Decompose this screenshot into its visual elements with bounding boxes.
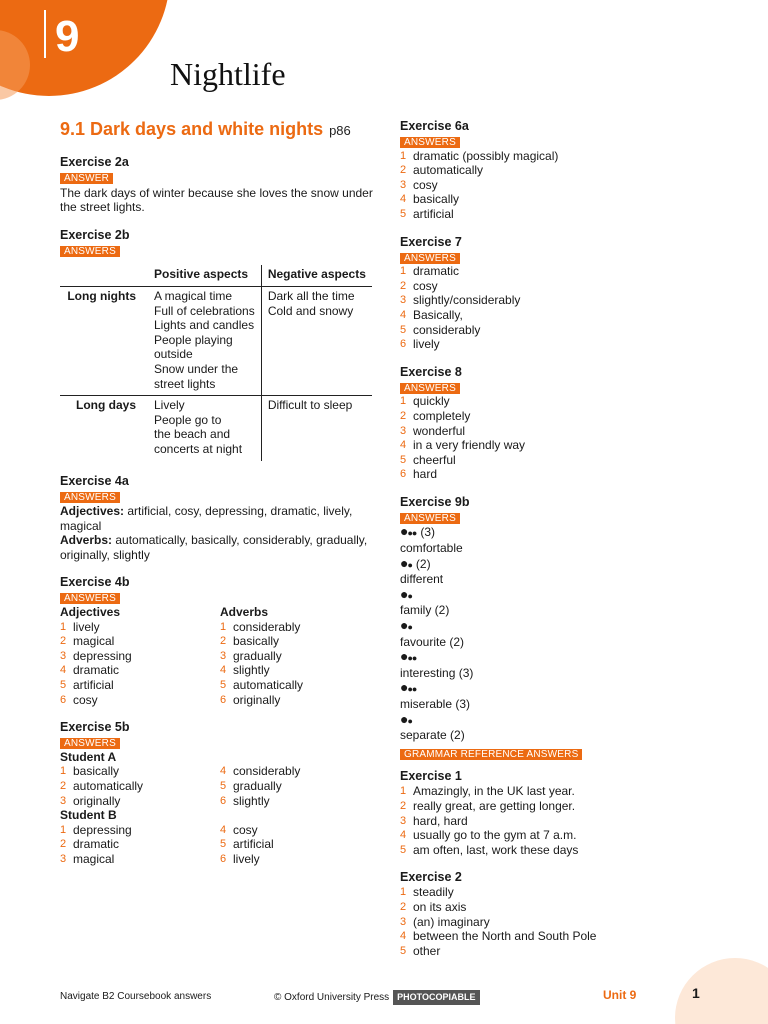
list-item: 2 basically <box>220 634 280 649</box>
exercise-4a-heading: Exercise 4a <box>60 473 129 488</box>
stress-pattern-row <box>400 712 730 729</box>
table-row <box>60 286 372 395</box>
list-item: 6 originally <box>220 692 281 707</box>
list-item: 2 on its axis <box>400 899 467 914</box>
list-item: 3 hard, hard <box>400 813 468 828</box>
list-item: 2 magical <box>60 634 115 649</box>
list-item: 5 automatically <box>220 678 304 693</box>
grammar-exercise-1-list <box>400 784 730 857</box>
table-cell-line: Lively <box>154 398 185 413</box>
list-item: 4 between the North and South Pole <box>400 929 597 944</box>
list-item: 5 artificial <box>60 678 114 693</box>
footer-unit: Unit 9 <box>603 988 637 1002</box>
adjectives-text: artificial, cosy, depressing, dramatic, lively, magical <box>60 504 353 533</box>
list-item: 4 basically <box>400 192 460 207</box>
row-label: Long nights <box>60 286 148 395</box>
table-cell-line: Dark all the time <box>267 288 355 303</box>
list-item: 6 cosy <box>60 692 98 707</box>
list-item: 3 magical <box>60 851 115 866</box>
copyright-text: © Oxford University Press <box>274 992 390 1003</box>
table-cell-line: Cold and snowy <box>267 303 354 318</box>
stress-pattern-list <box>400 524 730 742</box>
list-item: 2 dramatic <box>60 837 120 852</box>
stress-word: separate (2) <box>400 728 465 743</box>
list-item: 3 cosy <box>400 177 438 192</box>
header-divider <box>44 10 46 58</box>
list-item: 1 Amazingly, in the UK last year. <box>400 784 575 799</box>
table-cell-line: concerts at night <box>154 441 243 456</box>
table-cell-line: Full of celebrations <box>154 303 255 318</box>
table-cell-line: Lights and candles <box>154 318 255 333</box>
grammar-exercise-2-list <box>400 885 730 958</box>
list-item: 6 slightly <box>220 793 270 808</box>
exercise-2b-heading: Exercise 2b <box>60 227 130 242</box>
list-item: 1 lively <box>60 619 100 634</box>
table-cell-line: Difficult to sleep <box>267 398 353 413</box>
section-title <box>60 118 380 142</box>
list-item: 4 slightly <box>220 663 270 678</box>
list-item: 4 dramatic <box>60 663 120 678</box>
list-item: 3 (an) imaginary <box>400 914 490 929</box>
table-cell-line: the beach and <box>154 427 231 442</box>
photocopiable-badge: PHOTOCOPIABLE <box>393 990 479 1005</box>
exercise-6a-heading: Exercise 6a <box>400 119 469 133</box>
answer-badge: ANSWER <box>60 173 113 184</box>
list-item: 2 automatically <box>60 779 144 793</box>
section-title-text: 9.1 Dark days and white nights <box>60 119 324 139</box>
student-b-heading: Student B <box>60 808 117 823</box>
table-cell-line: Snow under the <box>154 361 239 376</box>
syllable-count: (3) <box>420 525 436 540</box>
adverbs-list <box>220 605 380 707</box>
stress-word: miserable (3) <box>400 697 471 711</box>
list-item: 3 wonderful <box>400 423 466 438</box>
list-item: 4 usually go to the gym at 7 a.m. <box>400 828 577 843</box>
list-item: 5 considerably <box>400 322 481 337</box>
student-a-lists <box>60 764 380 808</box>
stress-dots-icon: ●● <box>400 554 412 571</box>
stress-word: family (2) <box>400 603 450 618</box>
syllable-count: (2) <box>415 556 431 571</box>
table-corner <box>60 265 148 286</box>
answers-badge: ANSWERS <box>60 246 120 257</box>
list-item: 1 dramatic (possibly magical) <box>400 148 559 163</box>
exercise-7-heading: Exercise 7 <box>400 234 462 249</box>
exercise-9b-heading: Exercise 9b <box>400 494 470 509</box>
aspects-table <box>60 265 372 460</box>
answers-badge: ANSWERS <box>60 593 120 604</box>
list-item: 6 hard <box>400 467 438 482</box>
exercise-2a-heading: Exercise 2a <box>60 155 129 169</box>
list-item: 2 really great, are getting longer. <box>400 798 576 813</box>
page-number-circle <box>675 958 768 1024</box>
list-item: 3 depressing <box>60 648 132 663</box>
adjectives-list <box>60 605 220 707</box>
list-item: 4 in a very friendly way <box>400 438 526 453</box>
list-item: 5 artificial <box>220 837 274 852</box>
stress-pattern-row <box>400 649 730 666</box>
adverbs-text: automatically, basically, considerably, gradually, originally, slightly <box>60 533 368 562</box>
left-column <box>60 118 380 867</box>
list-item: 5 cheerful <box>400 452 456 467</box>
exercise-4a-adverbs <box>60 533 380 562</box>
stress-pattern-row <box>400 587 730 604</box>
stress-dots-icon: ●● <box>400 617 412 634</box>
list-item: 6 lively <box>400 337 440 352</box>
list-item: 2 automatically <box>400 163 484 178</box>
answers-badge: ANSWERS <box>60 492 120 503</box>
grammar-reference-badge: GRAMMAR REFERENCE ANSWERS <box>400 749 582 760</box>
exercise-8-heading: Exercise 8 <box>400 364 462 379</box>
stress-dots-icon: ●● <box>400 710 412 727</box>
col-negative: Negative aspects <box>261 265 372 286</box>
list-item: 3 gradually <box>220 648 282 663</box>
adjectives-heading: Adjectives <box>60 605 121 620</box>
list-item: 4 Basically, <box>400 307 463 322</box>
list-item: 1 depressing <box>60 822 132 837</box>
exercise-4b-heading: Exercise 4b <box>60 575 130 590</box>
stress-pattern-row <box>400 524 730 541</box>
answers-badge: ANSWERS <box>60 738 120 749</box>
exercise-8-list <box>400 394 730 482</box>
stress-dots-icon: ●●● <box>400 648 417 665</box>
stress-word: interesting (3) <box>400 665 474 680</box>
adverbs-heading: Adverbs <box>220 605 269 620</box>
list-item: 5 other <box>400 943 441 958</box>
list-item: 1 steadily <box>400 885 454 900</box>
right-column <box>400 118 730 958</box>
exercise-4b-lists <box>60 605 380 707</box>
answers-badge: ANSWERS <box>400 513 460 524</box>
list-item: 3 slightly/considerably <box>400 293 521 308</box>
section-page-ref: p86 <box>329 123 351 138</box>
exercise-7-list <box>400 264 730 352</box>
table-cell-line: street lights <box>154 376 216 391</box>
list-item: 5 gradually <box>220 779 282 793</box>
adjectives-label: Adjectives: <box>60 504 125 519</box>
exercise-5b-heading: Exercise 5b <box>60 720 130 735</box>
list-item: 1 dramatic <box>400 264 460 279</box>
student-a-heading: Student A <box>60 749 117 764</box>
stress-dots-icon: ●● <box>400 585 412 602</box>
list-item: 3 originally <box>60 793 121 808</box>
list-item: 4 cosy <box>220 822 258 837</box>
list-item: 5 am often, last, work these days <box>400 842 579 857</box>
stress-pattern-row <box>400 556 730 573</box>
page-title: Nightlife <box>170 56 286 92</box>
answers-badge: ANSWERS <box>400 383 460 394</box>
exercise-2a-answer: The dark days of winter because she loves the snow under the street lights. <box>60 185 373 215</box>
row-negative <box>261 396 372 461</box>
table-row <box>60 396 372 461</box>
stress-dots-icon: ●●● <box>400 679 417 696</box>
answers-badge: ANSWERS <box>400 253 460 264</box>
list-item: 6 lively <box>220 851 260 866</box>
list-item: 2 completely <box>400 408 471 423</box>
row-positive <box>148 286 261 395</box>
list-item: 1 basically <box>60 764 120 779</box>
table-cell-line: A magical time <box>154 288 233 303</box>
unit-number: 9 <box>55 12 80 61</box>
col-positive: Positive aspects <box>148 265 261 286</box>
adverbs-label: Adverbs: <box>60 533 113 548</box>
grammar-exercise-1-heading: Exercise 1 <box>400 769 462 784</box>
exercise-4a-adjectives <box>60 504 380 533</box>
stress-pattern-row <box>400 680 730 697</box>
list-item: 4 considerably <box>220 764 301 779</box>
list-item: 2 cosy <box>400 278 438 293</box>
footer-copyright <box>274 990 480 1006</box>
answers-badge: ANSWERS <box>400 137 460 148</box>
stress-dots-icon: ●●● <box>400 523 417 540</box>
row-negative <box>261 286 372 395</box>
footer-book-title: Navigate B2 Coursebook answers <box>60 991 212 1002</box>
list-item: 5 artificial <box>400 206 454 221</box>
list-item: 1 considerably <box>220 619 301 634</box>
list-item: 1 quickly <box>400 394 450 409</box>
stress-word: favourite (2) <box>400 634 465 649</box>
row-positive <box>148 396 261 461</box>
page-number: 1 <box>692 985 700 1001</box>
stress-word: comfortable <box>400 541 463 556</box>
grammar-exercise-2-heading: Exercise 2 <box>400 870 462 885</box>
exercise-6a-list <box>400 149 730 222</box>
stress-pattern-row <box>400 618 730 635</box>
table-cell-line: outside <box>154 347 193 362</box>
row-label: Long days <box>75 398 136 413</box>
table-cell-line: People playing <box>154 332 233 347</box>
table-cell-line: People go to <box>154 412 222 427</box>
student-b-lists <box>60 823 380 867</box>
stress-word: different <box>400 572 444 587</box>
table-header-row <box>60 265 372 286</box>
